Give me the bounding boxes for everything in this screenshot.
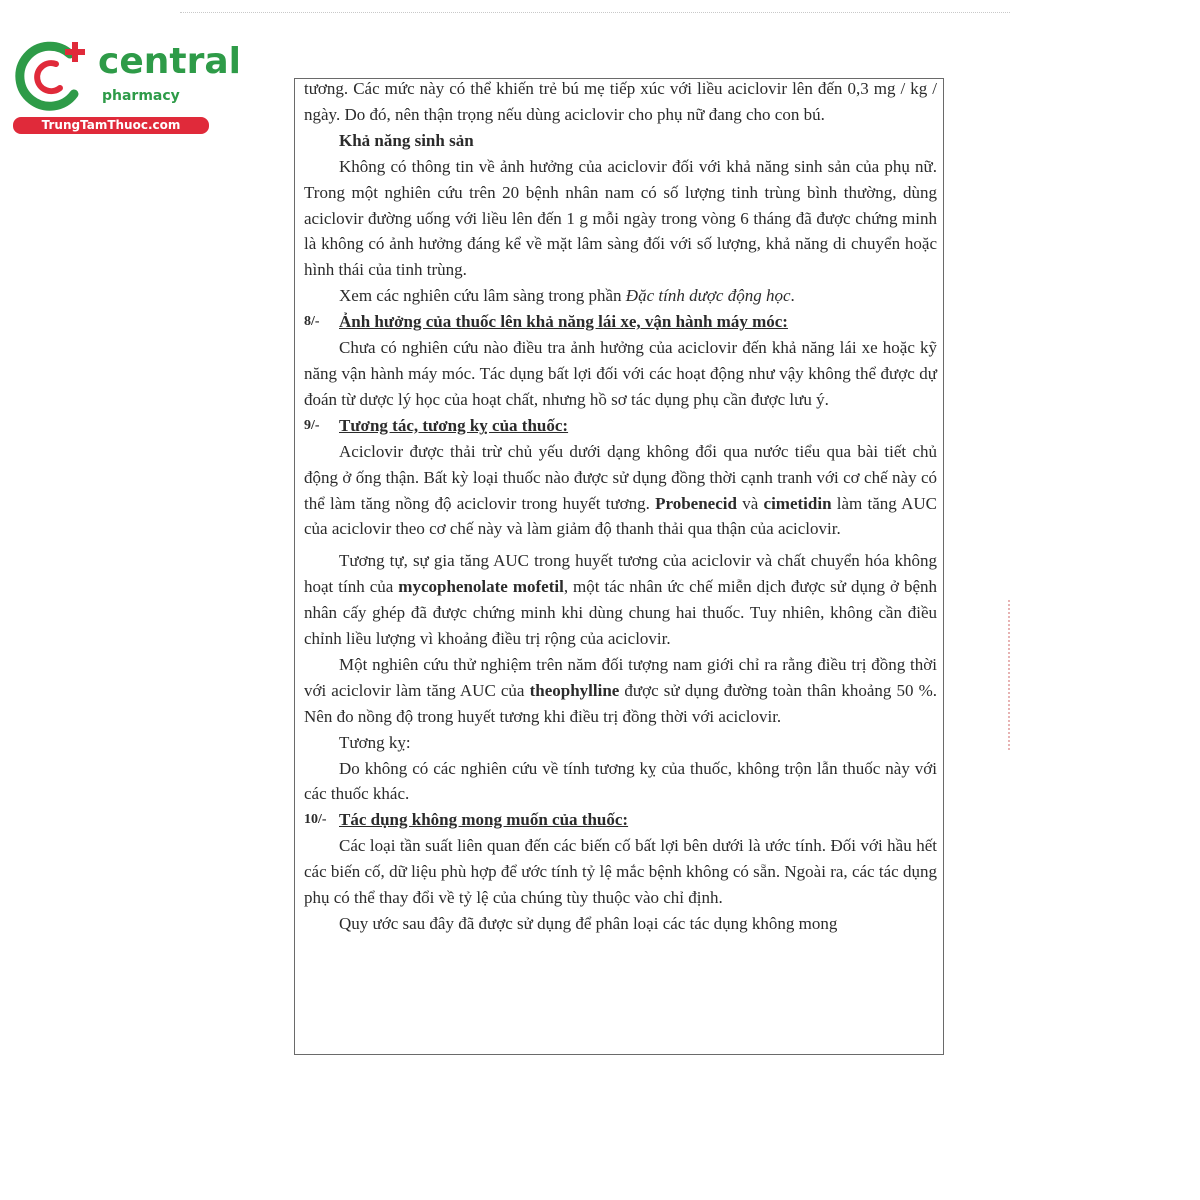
paragraph-breastfeeding-end: tương. Các mức này có thể khiến trẻ bú mẹ tiếp xúc với liều aciclovir lên đến 0,3 mg / kg / ngày. Do đó, nên thận trọng nếu dùng aciclovir cho phụ nữ đang cho con bú. [304,79,937,124]
pharmacokinetics-reference: Đặc tính dược động học [625,286,791,306]
section-8-heading [304,309,937,335]
section-title: Ảnh hưởng của thuốc lên khả năng lái xe, vận hành máy móc: [339,312,788,332]
fertility-subheading: Khả năng sinh sản [339,130,474,150]
section-title: Tương tác, tương kỵ của thuốc: [339,415,569,435]
logo-brand-text: central [98,41,241,82]
text-run: Xem các nghiên cứu lâm sàng trong phần [339,286,626,306]
section-number: 10/- [304,812,327,828]
text-run: và [736,493,764,513]
section-title: Tác dụng không mong muốn của thuốc: [339,810,629,830]
drug-name-probenecid: Probenecid [655,493,737,513]
drug-name-theophylline: theophylline [529,680,620,700]
drug-name-mycophenolate: mycophenolate mofetil [398,577,564,597]
scan-artifact-right [1008,600,1016,750]
drug-name-cimetidin: cimetidin [763,493,832,513]
text-run: Một nghiên cứu thử nghiệm trên năm đối tượng nam giới chỉ ra rằng điều trị đồng thời với aciclovir làm tăng AUC của [304,654,937,700]
text-run: . [790,286,795,306]
pharmacy-c-cross-icon [12,38,96,116]
paragraph-elimination [304,439,937,543]
text-run: được sử dụng đường toàn thân khoảng 50 %. Nên đo nồng độ trong huyết tương khi điều trị đồng thời với aciclovir. [304,680,937,726]
incompatibility-label: Tương kỵ: [339,732,411,752]
section-10-heading [304,807,937,833]
paragraph-mycophenolate [304,548,937,652]
central-pharmacy-logo[interactable] [12,38,241,138]
logo-tagline: pharmacy [102,88,180,104]
paragraph-fertility: Không có thông tin về ảnh hưởng của aciclovir đối với khả năng sinh sản của phụ nữ. Trong một nghiên cứu trên 20 bệnh nhân nam có số lượng tinh trùng bình thường, dùng aciclovir đường uống với liều lên đến 1 g mỗi ngày trong vòng 6 tháng đã được chứng minh là không có ảnh hưởng đáng kể về mặt lâm sàng đối với số lượng, khả năng di chuyển hoặc hình thái của tinh trùng. [304,156,937,280]
paragraph-theophylline [304,652,937,730]
section-number: 8/- [304,314,320,330]
text-run: Aciclovir được thải trừ chủ yếu dưới dạng không đổi qua nước tiểu qua bài tiết chủ động ở ống thận. Bất kỳ loại thuốc nào được sử dụng đồng thời cạnh tranh với cơ chế này có thể làm tăng nồng độ aciclovir trong huyết tương. [304,441,937,513]
section-number: 9/- [304,417,320,433]
section-9-heading [304,413,937,439]
paragraph-frequency: Các loại tần suất liên quan đến các biến cố bất lợi bên dưới là ước tính. Đối với hầu hết các biến cố, dữ liệu phù hợp để ước tính tỷ lệ mắc bệnh không có sẵn. Ngoài ra, các tác dụng phụ có thể thay đổi về tỷ lệ của chúng tùy thuộc vào chỉ định. [304,836,937,908]
paragraph-convention: Quy ước sau đây đã được sử dụng để phân loại các tác dụng không mong [339,914,838,933]
scan-artifact-top [180,12,1010,17]
paragraph-incompatibility: Do không có các nghiên cứu về tính tương kỵ của thuốc, không trộn lẫn thuốc này với các thuốc khác. [304,758,937,804]
text-run: làm tăng AUC của aciclovir theo cơ chế này và làm giảm độ thanh thải qua thận của aciclovir. [304,493,938,539]
logo-website-badge: TrungTamThuoc.com [13,117,209,134]
document-body [304,76,937,937]
text-run: Tương tự, sự gia tăng AUC trong huyết tương của aciclovir và chất chuyển hóa không hoạt tính của [304,551,937,597]
paragraph-driving: Chưa có nghiên cứu nào điều tra ảnh hưởng của aciclovir đến khả năng lái xe hoặc kỹ năng vận hành máy móc. Tác dụng bất lợi đối với các hoạt động như vậy không thể được dự đoán từ dược lý học của hoạt chất, nhưng hồ sơ tác dụng phụ cần được lưu ý. [304,338,937,409]
paragraph-see-studies [304,283,937,309]
text-run: , một tác nhân ức chế miễn dịch được sử dụng ở bệnh nhân cấy ghép đã được chứng minh khi dùng chung hai thuốc. Tuy nhiên, không cần điều chỉnh liều lượng vì khoảng điều trị rộng của aciclovir. [304,577,937,649]
